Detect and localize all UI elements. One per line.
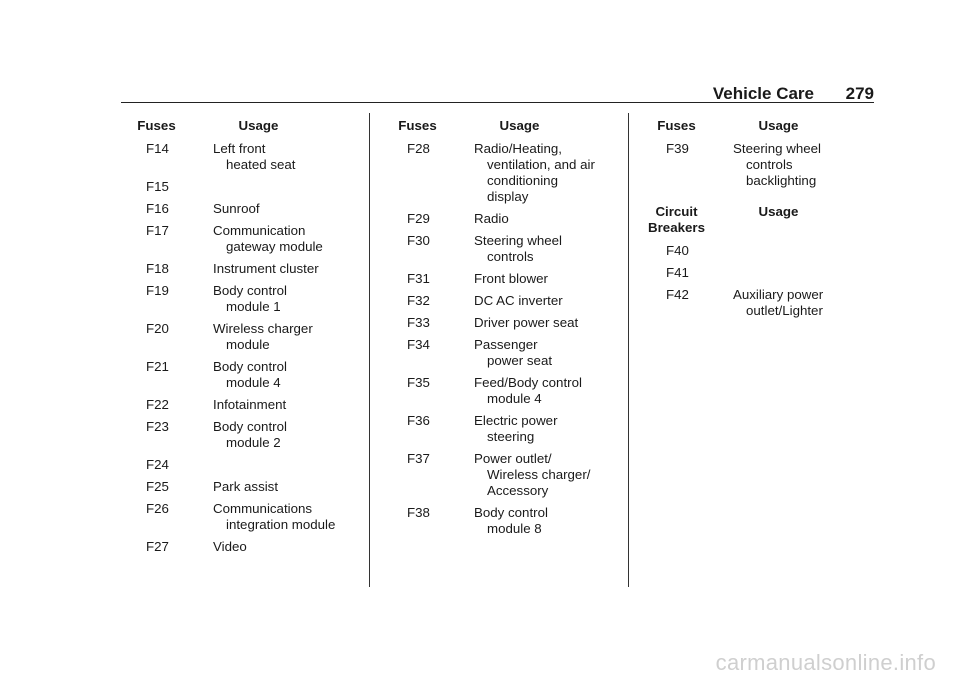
fuse-usage-line (213, 457, 354, 473)
fuse-usage-line (213, 179, 354, 195)
fuse-row (383, 413, 615, 445)
fuse-row (122, 223, 354, 255)
fuse-usage-line: outlet/Lighter (746, 303, 823, 318)
fuse-usage-line: heated seat (226, 157, 296, 172)
table-header-row (122, 118, 354, 134)
fuse-usage-line: Wireless charger (213, 321, 313, 336)
fuse-usage (191, 283, 354, 315)
fuse-usage-line: power seat (487, 353, 553, 368)
fuse-row (122, 141, 354, 173)
fuse-usage-line: Instrument cluster (213, 261, 319, 276)
fuse-id: F27 (146, 539, 169, 554)
fuse-id: F39 (666, 141, 689, 156)
fuse-id: F17 (146, 223, 169, 238)
fuse-usage (191, 457, 354, 473)
fuse-row (383, 505, 615, 537)
fuse-id: F23 (146, 419, 169, 434)
fuse-id: F33 (407, 315, 430, 330)
fuse-usage-line: Passenger (474, 337, 538, 352)
fuse-row (642, 243, 874, 259)
fuse-usage (452, 315, 615, 331)
fuse-usage-line: Radio (474, 211, 509, 226)
fuse-row (122, 201, 354, 217)
fuse-row (122, 321, 354, 353)
fuse-id: F42 (666, 287, 689, 302)
fuse-usage-line: integration module (226, 517, 336, 532)
fuse-usage (191, 539, 354, 555)
fuse-row (383, 375, 615, 407)
fuse-id: F30 (407, 233, 430, 248)
fuse-id: F14 (146, 141, 169, 156)
fuse-table-column-2 (383, 118, 615, 543)
fuse-row (642, 265, 874, 281)
fuse-usage (191, 397, 354, 413)
fuse-usage-line: Steering wheel (474, 233, 562, 248)
fuse-table-column-1 (122, 118, 354, 561)
page-number: 279 (845, 84, 874, 103)
fuse-usage-line: module (226, 337, 270, 352)
fuse-usage (452, 375, 615, 407)
fuse-usage (191, 201, 354, 217)
fuse-usage (452, 413, 615, 445)
fuse-usage (452, 141, 615, 205)
fuse-id: F31 (407, 271, 430, 286)
fuse-id: F29 (407, 211, 430, 226)
fuse-usage-line: module 1 (226, 299, 281, 314)
fuse-row (383, 337, 615, 369)
fuse-row (383, 451, 615, 499)
fuse-usage-line: Body control (213, 419, 287, 434)
fuse-row (122, 283, 354, 315)
fuse-usage (191, 261, 354, 277)
fuse-usage-line: ventilation, and air (487, 157, 595, 172)
fuse-row (122, 539, 354, 555)
fuse-usage (452, 293, 615, 309)
fuse-row (122, 397, 354, 413)
fuse-id: F18 (146, 261, 169, 276)
fuse-usage-line: Radio/Heating, (474, 141, 562, 156)
fuse-id: F20 (146, 321, 169, 336)
fuse-id: F15 (146, 179, 169, 194)
fuse-row (122, 479, 354, 495)
table-header-fuses: Fuses (657, 118, 696, 133)
fuse-usage (191, 501, 354, 533)
table-header-fuses: Fuses (137, 118, 176, 133)
table-header-usage: Usage (758, 118, 799, 133)
column-divider-1 (369, 113, 370, 587)
table-header-circuit-breakers: Circuit Breakers (648, 204, 705, 235)
column-divider-2 (628, 113, 629, 587)
fuse-id: F28 (407, 141, 430, 156)
fuse-usage-line: Left front (213, 141, 266, 156)
fuse-id: F41 (666, 265, 689, 280)
table-header-row (642, 204, 874, 236)
fuse-usage-line: module 4 (487, 391, 542, 406)
fuse-usage-line: module 2 (226, 435, 281, 450)
fuse-id: F37 (407, 451, 430, 466)
fuse-usage (452, 233, 615, 265)
fuse-usage-line: gateway module (226, 239, 323, 254)
table-header-row (642, 118, 874, 134)
fuse-usage-line: Infotainment (213, 397, 287, 412)
fuse-usage-line: Auxiliary power (733, 287, 824, 302)
fuse-id: F22 (146, 397, 169, 412)
fuse-id: F24 (146, 457, 169, 472)
fuse-usage (452, 271, 615, 287)
fuse-row (642, 141, 874, 189)
fuse-usage (452, 337, 615, 369)
table-header-usage: Usage (758, 204, 799, 219)
fuse-id: F25 (146, 479, 169, 494)
fuse-usage (191, 179, 354, 195)
fuse-usage-line: steering (487, 429, 535, 444)
fuse-usage-line: controls (487, 249, 534, 264)
table-header-usage: Usage (238, 118, 279, 133)
fuse-id: F36 (407, 413, 430, 428)
fuse-row (383, 211, 615, 227)
table-header-row (383, 118, 615, 134)
fuse-id: F40 (666, 243, 689, 258)
fuse-usage (452, 211, 615, 227)
fuse-usage-line: Front blower (474, 271, 548, 286)
fuse-usage-line: Communication (213, 223, 306, 238)
fuse-usage-line: module 8 (487, 521, 542, 536)
fuse-id: F16 (146, 201, 169, 216)
fuse-usage-line (733, 243, 874, 259)
fuse-usage (711, 243, 874, 259)
fuse-usage (191, 141, 354, 173)
fuse-row (642, 287, 874, 319)
fuse-row (122, 419, 354, 451)
fuse-usage-line: conditioning (487, 173, 558, 188)
fuse-usage-line: DC AC inverter (474, 293, 563, 308)
fuse-usage-line: Communications (213, 501, 313, 516)
fuse-usage-line: controls (746, 157, 793, 172)
fuse-usage-line: Body control (474, 505, 548, 520)
fuse-usage-line: Video (213, 539, 247, 554)
fuse-row (383, 141, 615, 205)
table-header-fuses: Fuses (398, 118, 437, 133)
fuse-usage (711, 265, 874, 281)
header-rule (121, 102, 874, 103)
fuse-row (383, 233, 615, 265)
fuse-usage-line: backlighting (746, 173, 817, 188)
fuse-row (122, 261, 354, 277)
fuse-id: F38 (407, 505, 430, 520)
fuse-usage (711, 141, 874, 189)
fuse-usage-line: Feed/Body control (474, 375, 582, 390)
fuse-usage-line (733, 265, 874, 281)
fuse-usage-line: display (487, 189, 529, 204)
fuse-usage-line: Power outlet/ (474, 451, 552, 466)
fuse-row (383, 293, 615, 309)
fuse-usage-line: module 4 (226, 375, 281, 390)
fuse-usage-line: Electric power (474, 413, 558, 428)
fuse-row (122, 457, 354, 473)
fuse-id: F26 (146, 501, 169, 516)
fuse-usage (452, 451, 615, 499)
fuse-table-column-3 (642, 118, 874, 325)
fuse-row (122, 359, 354, 391)
fuse-usage (191, 359, 354, 391)
fuse-row (383, 271, 615, 287)
fuse-id: F21 (146, 359, 169, 374)
fuse-id: F19 (146, 283, 169, 298)
fuse-id: F34 (407, 337, 430, 352)
fuse-usage (191, 223, 354, 255)
fuse-usage (191, 479, 354, 495)
watermark: carmanualsonline.info (715, 650, 936, 675)
fuse-row (383, 315, 615, 331)
table-header-usage: Usage (499, 118, 540, 133)
fuse-usage (191, 321, 354, 353)
fuse-usage-line: Accessory (487, 483, 549, 498)
fuse-usage-line: Body control (213, 283, 287, 298)
fuse-usage-line: Park assist (213, 479, 279, 494)
fuse-usage (452, 505, 615, 537)
fuse-usage-line: Driver power seat (474, 315, 579, 330)
page-header-title: Vehicle Care (712, 84, 814, 103)
fuse-usage (191, 419, 354, 451)
fuse-usage (711, 287, 874, 319)
fuse-usage-line: Wireless charger/ (487, 467, 591, 482)
fuse-usage-line: Body control (213, 359, 287, 374)
fuse-id: F35 (407, 375, 430, 390)
fuse-id: F32 (407, 293, 430, 308)
fuse-row (122, 501, 354, 533)
fuse-row (122, 179, 354, 195)
fuse-usage-line: Steering wheel (733, 141, 821, 156)
fuse-usage-line: Sunroof (213, 201, 260, 216)
